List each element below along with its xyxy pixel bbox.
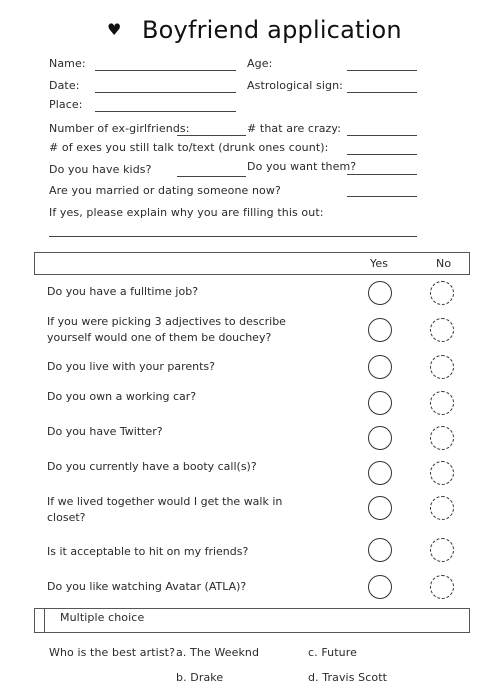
no-header: No [436, 257, 452, 270]
no-radio-hit-on-friends[interactable] [430, 538, 454, 562]
question-booty-call: Do you currently have a booty call(s)? [47, 460, 257, 473]
want-kids-field[interactable] [347, 174, 417, 175]
place-label: Place: [49, 98, 83, 111]
question-twitter: Do you have Twitter? [47, 425, 163, 438]
exes-text-field[interactable] [347, 154, 417, 155]
date-label: Date: [49, 79, 80, 92]
astrological-sign-label: Astrological sign: [247, 79, 343, 92]
crazy-field[interactable] [347, 135, 417, 136]
kids-field[interactable] [177, 176, 246, 177]
multiple-choice-divider [44, 608, 45, 633]
no-radio-fulltime-job[interactable] [430, 281, 454, 305]
yes-header: Yes [370, 257, 389, 270]
no-radio-twitter[interactable] [430, 426, 454, 450]
question-hit-on-friends: Is it acceptable to hit on my friends? [47, 545, 249, 558]
age-field[interactable] [347, 70, 417, 71]
explain-field[interactable] [49, 236, 417, 237]
question-douchey: If you were picking 3 adjectives to describe yourself would one of them be douchey? [47, 315, 286, 344]
yes-radio-douchey[interactable] [368, 318, 392, 342]
explain-label: If yes, please explain why you are filling this out: [49, 206, 324, 219]
no-radio-working-car[interactable] [430, 391, 454, 415]
artist-question: Who is the best artist? [49, 646, 176, 659]
question-working-car: Do you own a working car? [47, 390, 197, 403]
no-radio-douchey[interactable] [430, 318, 454, 342]
ex-girlfriends-label: Number of ex-girlfriends: [49, 122, 190, 135]
no-radio-booty-call[interactable] [430, 461, 454, 485]
no-radio-walk-in-closet[interactable] [430, 496, 454, 520]
name-label: Name: [49, 57, 86, 70]
ex-girlfriends-field[interactable] [177, 135, 246, 136]
no-radio-live-with-parents[interactable] [430, 355, 454, 379]
yes-radio-avatar[interactable] [368, 575, 392, 599]
married-field[interactable] [347, 196, 417, 197]
astrological-sign-field[interactable] [347, 92, 417, 93]
exes-text-label: # of exes you still talk to/text (drunk ones count): [49, 141, 329, 154]
yes-radio-walk-in-closet[interactable] [368, 496, 392, 520]
option-c[interactable]: c. Future [308, 646, 357, 659]
place-field[interactable] [95, 111, 236, 112]
married-label: Are you married or dating someone now? [49, 184, 281, 197]
crazy-label: # that are crazy: [247, 122, 342, 135]
table-header-box [34, 252, 470, 275]
yes-radio-booty-call[interactable] [368, 461, 392, 485]
name-field[interactable] [95, 70, 236, 71]
yes-radio-hit-on-friends[interactable] [368, 538, 392, 562]
yes-radio-live-with-parents[interactable] [368, 355, 392, 379]
date-field[interactable] [95, 92, 236, 93]
option-d[interactable]: d. Travis Scott [308, 671, 388, 684]
yes-radio-working-car[interactable] [368, 391, 392, 415]
heart-icon: ♥ [107, 20, 122, 39]
want-kids-label: Do you want them? [247, 160, 357, 173]
multiple-choice-header: Multiple choice [60, 611, 145, 624]
no-radio-avatar[interactable] [430, 575, 454, 599]
age-label: Age: [247, 57, 273, 70]
option-b[interactable]: b. Drake [176, 671, 224, 684]
question-fulltime-job: Do you have a fulltime job? [47, 285, 199, 298]
yes-radio-twitter[interactable] [368, 426, 392, 450]
question-avatar: Do you like watching Avatar (ATLA)? [47, 580, 247, 593]
kids-label: Do you have kids? [49, 163, 152, 176]
page-title: Boyfriend application [142, 16, 402, 44]
question-live-with-parents: Do you live with your parents? [47, 360, 215, 373]
question-walk-in-closet: If we lived together would I get the walk in closet? [47, 495, 283, 524]
option-a[interactable]: a. The Weeknd [176, 646, 260, 659]
yes-radio-fulltime-job[interactable] [368, 281, 392, 305]
